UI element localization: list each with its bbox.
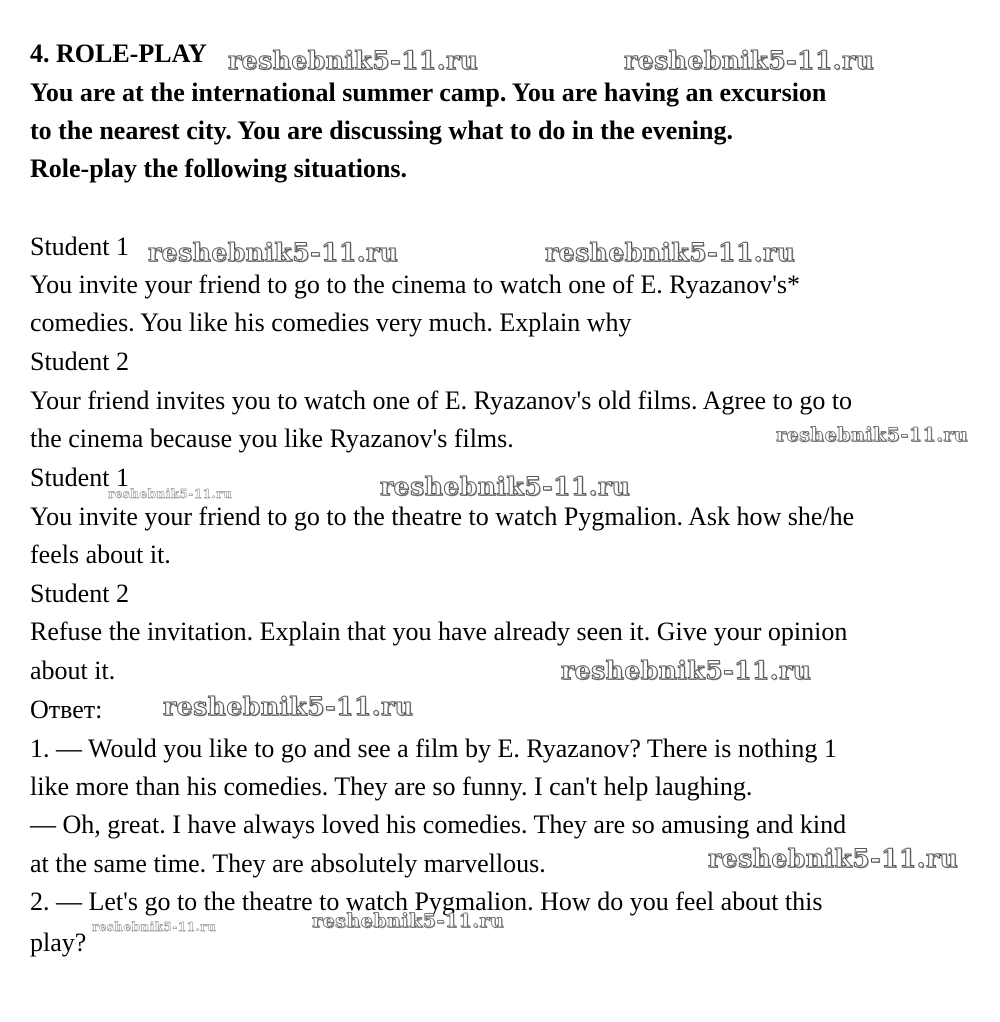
answer-line: — Oh, great. I have always loved his comedies. They are so amusing and kind bbox=[30, 810, 847, 839]
answer-line: play? bbox=[30, 928, 87, 957]
instruction-line: to the nearest city. You are discussing what to do in the evening. bbox=[30, 116, 733, 145]
situation-text: You invite your friend to go to the theatre to watch Pygmalion. Ask how she/he bbox=[30, 502, 855, 531]
student-label: Student 2 bbox=[30, 347, 129, 376]
watermark: reshebnik5-11.ru bbox=[92, 920, 217, 934]
instruction-line: You are at the international summer camp. You are having an excursion bbox=[30, 78, 827, 107]
watermark: reshebnik5-11.ru bbox=[312, 910, 505, 932]
situation-text: comedies. You like his comedies very much. Explain why bbox=[30, 308, 632, 337]
student-label: Student 2 bbox=[30, 579, 129, 608]
answer-label: Ответ: bbox=[30, 695, 103, 724]
watermark: reshebnik5-11.ru bbox=[776, 424, 969, 446]
watermark: reshebnik5-11.ru bbox=[228, 46, 479, 75]
instruction-line: Role-play the following situations. bbox=[30, 154, 408, 183]
situation-text: about it. bbox=[30, 656, 116, 685]
answer-line: at the same time. They are absolutely marvellous. bbox=[30, 849, 546, 878]
watermark: reshebnik5-11.ru bbox=[545, 238, 796, 267]
situation-text: feels about it. bbox=[30, 540, 171, 569]
answer-line: 2. — Let's go to the theatre to watch Pygmalion. How do you feel about this bbox=[30, 887, 823, 916]
task-heading: 4. ROLE-PLAY bbox=[30, 39, 207, 68]
answer-line: 1. — Would you like to go and see a film by E. Ryazanov? There is nothing 1 bbox=[30, 734, 837, 763]
situation-text: the cinema because you like Ryazanov's films. bbox=[30, 424, 514, 453]
student-label: Student 1 bbox=[30, 463, 129, 492]
student-label: Student 1 bbox=[30, 232, 129, 261]
situation-text: Refuse the invitation. Explain that you have already seen it. Give your opinion bbox=[30, 617, 848, 646]
situation-text: Your friend invites you to watch one of E. Ryazanov's old films. Agree to go to bbox=[30, 386, 853, 415]
watermark: reshebnik5-11.ru bbox=[624, 46, 875, 75]
watermark: reshebnik5-11.ru bbox=[108, 487, 233, 501]
watermark: reshebnik5-11.ru bbox=[708, 844, 959, 873]
answer-line: like more than his comedies. They are so funny. I can't help laughing. bbox=[30, 772, 753, 801]
watermark: reshebnik5-11.ru bbox=[380, 472, 631, 501]
watermark: reshebnik5-11.ru bbox=[561, 656, 812, 685]
watermark: reshebnik5-11.ru bbox=[163, 692, 414, 721]
watermark: reshebnik5-11.ru bbox=[148, 238, 399, 267]
situation-text: You invite your friend to go to the cinema to watch one of E. Ryazanov's* bbox=[30, 270, 801, 299]
